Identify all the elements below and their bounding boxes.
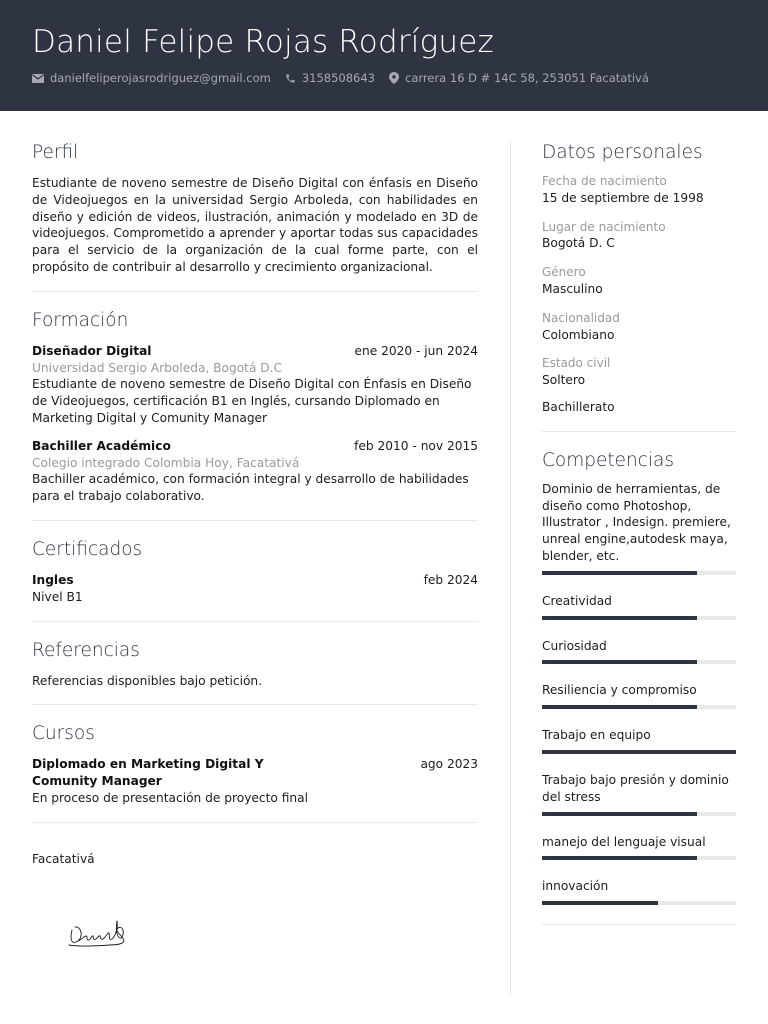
competencia-item (542, 834, 736, 861)
divider (32, 291, 478, 292)
competencia-item (542, 481, 736, 575)
competencia-level-fill (542, 660, 697, 664)
field-value: Colombiano (542, 327, 615, 342)
competencia-level-bar (542, 750, 736, 754)
certificado-detail: Nivel B1 (32, 589, 83, 604)
field-value: Masculino (542, 281, 603, 296)
contact-email[interactable] (32, 71, 271, 85)
signature-image (66, 912, 130, 954)
field-label: Estado civil (542, 356, 611, 371)
divider (32, 520, 478, 521)
competencia-name: innovación (542, 879, 609, 894)
competencia-level-fill (542, 812, 697, 816)
field-value: Soltero (542, 373, 586, 388)
divider (542, 924, 736, 925)
address-text: carrera 16 D # 14C 58, 253051 Facatativá (405, 71, 649, 85)
competencia-item (542, 772, 736, 816)
field-label: Lugar de nacimiento (542, 219, 666, 234)
email-text: danielfeliperojasrodriguez@gmail.com (50, 71, 271, 85)
competencia-name: Creatividad (542, 593, 612, 608)
curso-date: ago 2023 (420, 757, 478, 772)
datos-fields (542, 173, 736, 389)
section-title-competencias: Competencias (542, 449, 675, 471)
competencia-level-fill (542, 616, 697, 620)
degree-dates: ene 2020 - jun 2024 (354, 343, 478, 358)
degree-description: Bachiller académico, con formación integral y desarrollo de habilidades para el trabajo colaborativo. (32, 472, 469, 504)
section-title-referencias: Referencias (32, 639, 140, 661)
competencia-level-fill (542, 571, 697, 575)
competencia-item (542, 638, 736, 665)
formacion-item (32, 438, 478, 505)
competencia-level-bar (542, 616, 736, 620)
competencia-name: Trabajo bajo presión y dominio del stress (542, 772, 729, 804)
competencia-level-bar (542, 660, 736, 664)
datos-field (542, 355, 736, 389)
field-value: Bogotá D. C (542, 236, 615, 251)
section-title-perfil: Perfil (32, 142, 79, 163)
degree-title: Bachiller Académico (32, 438, 171, 453)
competencia-name: Resiliencia y compromiso (542, 683, 697, 698)
curso-detail: En proceso de presentación de proyecto final (32, 790, 308, 805)
signature-drawing (66, 912, 130, 950)
full-name: Daniel Felipe Rojas Rodríguez (32, 24, 494, 60)
resume-header (0, 0, 768, 111)
datos-field (542, 173, 736, 207)
curso-name: Diplomado en Marketing Digital Y Comunity Manager (32, 757, 264, 789)
map-pin-icon (389, 72, 399, 84)
field-label: Género (542, 265, 586, 280)
competencia-level-fill (542, 856, 697, 860)
divider (32, 704, 478, 705)
competencia-level-bar (542, 901, 736, 905)
referencias-text: Referencias disponibles bajo petición. (32, 673, 263, 688)
phone-icon (285, 73, 296, 84)
field-label: Fecha de nacimiento (542, 174, 667, 188)
city-text: Facatativá (32, 851, 95, 866)
datos-field (542, 310, 736, 344)
competencia-name: manejo del lenguaje visual (542, 834, 706, 849)
degree-title: Diseñador Digital (32, 343, 152, 358)
curso-item (32, 756, 478, 806)
field-value: 15 de septiembre de 1998 (542, 190, 704, 205)
competencia-level-bar (542, 856, 736, 860)
institution: Colegio integrado Colombia Hoy, Facatativá (32, 455, 300, 470)
datos-field (542, 219, 736, 253)
competencia-level-fill (542, 901, 658, 905)
sidebar-column (542, 140, 736, 925)
perfil-text: Estudiante de noveno semestre de Diseño Digital con énfasis en Diseño de Videojuegos en la universidad Sergio Arboleda, con habilidades en diseño y edición de videos, ilustración, animación y modelado en 3D de videojuegos. Comprometido a aprender y aportar todas sus capacidades para el servicio de la organización de la cual forme parte, con el propósito de contribuir al desarrollo y crecimiento organizacional. (32, 176, 478, 274)
competencia-level-bar (542, 705, 736, 709)
competencia-item (542, 727, 736, 754)
competencia-item (542, 682, 736, 709)
divider (542, 431, 736, 432)
formacion-item (32, 343, 478, 427)
divider (32, 621, 478, 622)
contact-address (389, 71, 649, 85)
certificado-date: feb 2024 (423, 572, 478, 587)
section-title-cursos: Cursos (32, 723, 95, 745)
certificado-item (32, 572, 478, 606)
institution: Universidad Sergio Arboleda, Bogotá D.C (32, 360, 283, 375)
contact-bar (32, 71, 663, 85)
section-title-formacion: Formación (32, 309, 129, 331)
competencia-name: Dominio de herramientas, de diseño como Photoshop, Illustrator , Indesign. premiere, unreal engine,autodesk maya, blender, etc. (542, 481, 731, 563)
datos-extra: Bachillerato (542, 399, 615, 414)
competencia-level-fill (542, 750, 736, 754)
section-title-certificados: Certificados (32, 538, 143, 560)
competencia-level-fill (542, 705, 697, 709)
degree-dates: feb 2010 - nov 2015 (354, 438, 478, 453)
competencia-name: Trabajo en equipo (542, 728, 651, 743)
phone-text: 3158508643 (301, 71, 375, 85)
competencia-level-bar (542, 812, 736, 816)
contact-phone[interactable] (285, 71, 375, 85)
certificado-name: Ingles (32, 572, 74, 587)
datos-field (542, 264, 736, 298)
degree-description: Estudiante de noveno semestre de Diseño Digital con Énfasis en Diseño de Videojuegos, certificación B1 en Inglés, cursando Diplomado en Marketing Digital y Comunity Manager (32, 377, 472, 425)
competencia-item (542, 593, 736, 620)
competencia-level-bar (542, 571, 736, 575)
competencia-name: Curiosidad (542, 638, 607, 653)
section-title-datos: Datos personales (542, 142, 703, 163)
main-column (32, 140, 478, 868)
envelope-icon (32, 74, 44, 83)
competencia-item (542, 878, 736, 905)
column-divider (510, 142, 511, 994)
field-label: Nacionalidad (542, 310, 620, 325)
competencias-list (542, 481, 736, 905)
divider (32, 822, 478, 823)
